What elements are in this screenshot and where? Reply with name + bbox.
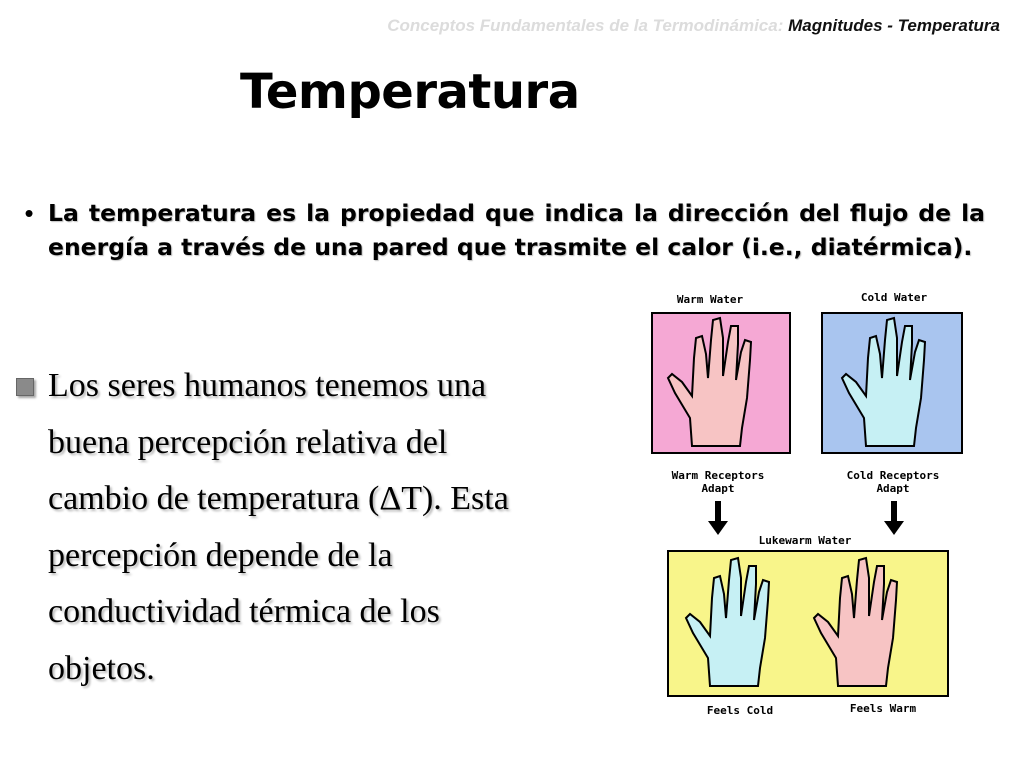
cold-receptors-adapt: Adapt xyxy=(876,482,910,495)
perception-line: percepción depende de la xyxy=(48,536,393,574)
down-arrow-icon xyxy=(884,501,904,535)
warm-receptors-adapt: Adapt xyxy=(701,482,735,495)
warm-receptors-label: Warm Receptors xyxy=(671,469,765,482)
cold-receptors-label: Cold Receptors xyxy=(846,469,940,482)
perception-line: objetos. xyxy=(48,649,155,687)
definition-text: La temperatura es la propiedad que indica la dirección del flujo de la energía a través de una pared que trasmite el calor (i.e., diatérmica). xyxy=(48,199,985,261)
lukewarm-water-label: Lukewarm Water xyxy=(758,534,852,547)
perception-line: Los seres humanos tenemos una xyxy=(48,367,487,404)
bullet-dot: • xyxy=(24,198,34,228)
slide-title: Temperatura xyxy=(240,64,580,120)
perception-bullet xyxy=(16,358,616,697)
cold-water-label: Cold Water xyxy=(860,291,928,304)
perception-line: buena percepción relativa del xyxy=(48,423,448,461)
definition-bullet xyxy=(10,196,985,264)
perception-line: cambio de temperatura (ΔT). Esta xyxy=(48,480,509,517)
square-bullet-icon xyxy=(16,378,34,396)
header-topic: Magnitudes - Temperatura xyxy=(788,16,1000,35)
feels-warm-label: Feels Warm xyxy=(849,702,917,715)
slide-header xyxy=(0,16,1000,36)
warm-water-label: Warm Water xyxy=(676,293,744,306)
perception-text xyxy=(48,358,616,697)
hands-temperature-diagram xyxy=(640,283,970,723)
header-prefix: Conceptos Fundamentales de la Termodinámica: xyxy=(387,16,784,35)
down-arrow-icon xyxy=(708,501,728,535)
perception-line: conductividad térmica de los xyxy=(48,593,440,630)
feels-cold-label: Feels Cold xyxy=(706,704,774,717)
